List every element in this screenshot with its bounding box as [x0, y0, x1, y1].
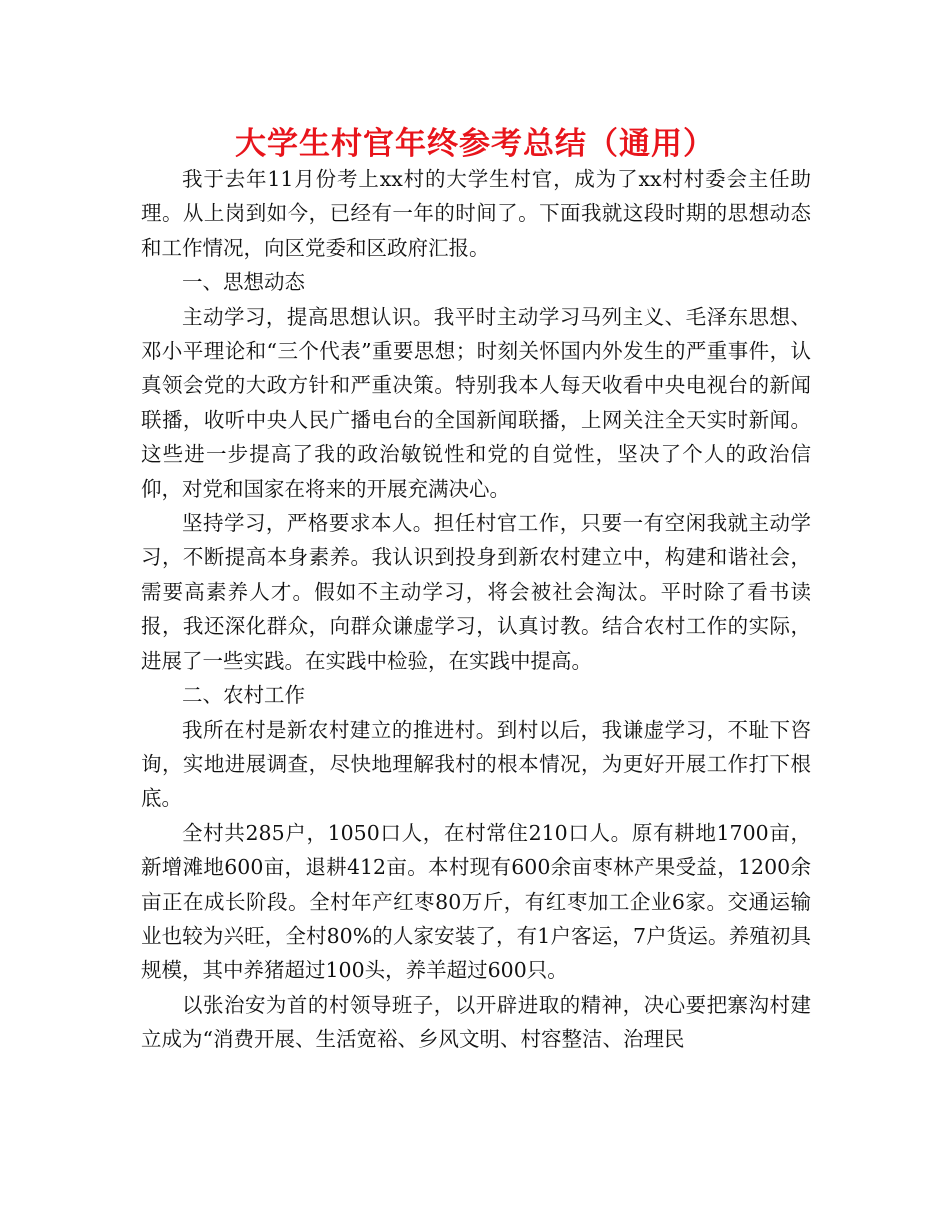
- paragraph-active-study: 主动学习，提高思想认识。我平时主动学习马列主义、毛泽东思想、邓小平理论和“三个代表”重要思想；时刻关怀国内外发生的严重事件，认真领会党的大政方针和严重决策。特别我本人每天收看中央电视台的新闻联播，收听中央人民广播电台的全国新闻联播，上网关注全天实时新闻。这些进一步提高了我的政治敏锐性和党的自觉性，坚决了个人的政治信仰，对党和国家在将来的开展充满决心。: [141, 304, 811, 501]
- section-heading-rural-work: 二、农村工作: [182, 683, 305, 708]
- document-title: 大学生村官年终参考总结（通用）: [235, 126, 715, 162]
- paragraph-village-stats: 全村共285户，1050口人，在村常住210口人。原有耕地1700亩，新增滩地600亩，退耕412亩。本村现有600余亩枣林产果受益，1200余亩正在成长阶段。全村年产红枣80万斤，有红枣加工企业6家。交通运输业也较为兴旺，全村80%的人家安装了，有1户客运，7户货运。养殖初具规模，其中养猪超过100头，养羊超过600只。: [141, 820, 811, 983]
- paragraph-intro: 我于去年11月份考上xx村的大学生村官，成为了xx村村委会主任助理。从上岗到如今，已经有一年的时间了。下面我就这段时期的思想动态和工作情况，向区党委和区政府汇报。: [141, 167, 811, 260]
- paragraph-village-intro: 我所在村是新农村建立的推进村。到村以后，我谦虚学习，不耻下咨询，实地进展调查，尽快地理解我村的根本情况，为更好开展工作打下根底。: [141, 717, 811, 811]
- paragraph-leadership: 以张治安为首的村领导班子，以开辟进取的精神，决心要把寨沟村建立成为“消费开展、生活宽裕、乡风文明、村容整洁、治理民: [141, 992, 811, 1052]
- section-heading-thought: 一、思想动态: [182, 270, 305, 295]
- paragraph-persist-study: 坚持学习，严格要求本人。担任村官工作，只要一有空闲我就主动学习，不断提高本身素养。我认识到投身到新农村建立中，构建和谐社会，需要高素养人才。假如不主动学习，将会被社会淘汰。平时除了看书读报，我还深化群众，向群众谦虚学习，认真讨教。结合农村工作的实际，进展了一些实践。在实践中检验，在实践中提高。: [141, 511, 811, 673]
- document-body: [141, 162, 811, 1057]
